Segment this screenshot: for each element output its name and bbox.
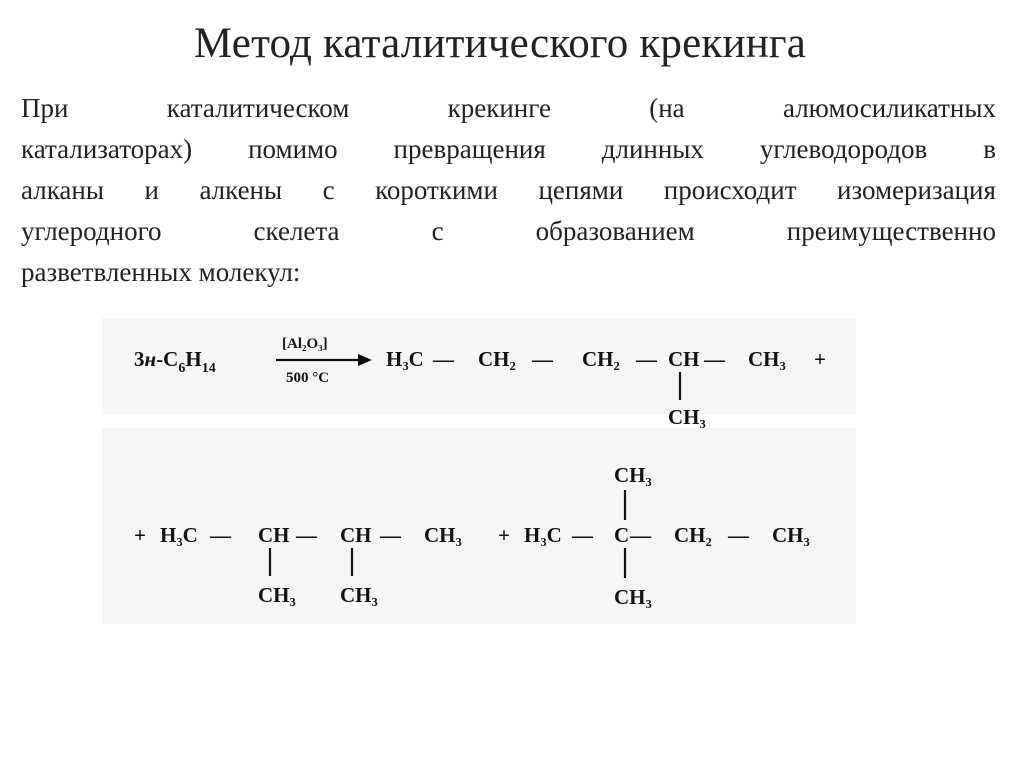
p2-branch-ch3-b: CH₃ bbox=[340, 583, 378, 607]
p1-bond-1: — bbox=[433, 347, 454, 371]
p3-bond-2: — bbox=[630, 523, 651, 547]
p3-ch3: CH₃ bbox=[772, 523, 810, 547]
p2-bond-2: — bbox=[296, 523, 317, 547]
word: преимущественно bbox=[786, 216, 996, 246]
word: углеродного bbox=[21, 216, 162, 246]
p2-bond-1: — bbox=[210, 523, 231, 547]
body-paragraph bbox=[21, 88, 996, 293]
p3-bottom-ch3: CH₃ bbox=[614, 585, 652, 609]
word: При bbox=[21, 93, 69, 123]
word: цепями bbox=[538, 175, 624, 205]
p3-ch2: CH₂ bbox=[674, 523, 712, 547]
p3-h3c: H₃C bbox=[524, 523, 562, 547]
p3-top-ch3: CH₃ bbox=[614, 463, 652, 487]
p2-ch3: CH₃ bbox=[424, 523, 462, 547]
word: короткими bbox=[375, 175, 498, 205]
plus-sign-1: + bbox=[814, 347, 826, 371]
p2-bond-3: — bbox=[380, 523, 401, 547]
word: алюмосиликатных bbox=[782, 93, 996, 123]
word: изомеризация bbox=[837, 175, 996, 205]
p1-ch3: CH₃ bbox=[748, 347, 786, 371]
p3-bond-3: — bbox=[728, 523, 749, 547]
word: разветвленных молекул: bbox=[21, 257, 301, 287]
catalyst-label: [Al₂O₃] bbox=[282, 336, 328, 352]
paragraph-line-3 bbox=[21, 170, 996, 211]
word: образованием bbox=[535, 216, 695, 246]
reactant-formula: $3н-C_6H_{14}$ bbox=[134, 347, 216, 376]
word: крекинге bbox=[447, 93, 551, 123]
p3-bond-1: — bbox=[572, 523, 593, 547]
word: с bbox=[322, 175, 335, 205]
word: (на bbox=[649, 93, 685, 123]
p1-bond-2: — bbox=[532, 347, 553, 371]
word: катализаторах) bbox=[21, 134, 193, 164]
p1-bond-4: — bbox=[704, 347, 725, 371]
word: скелета bbox=[253, 216, 340, 246]
p1-ch2-a: CH₂ bbox=[478, 347, 516, 371]
word: и bbox=[144, 175, 159, 205]
word: с bbox=[431, 216, 444, 246]
p1-ch2-b: CH₂ bbox=[582, 347, 620, 371]
paragraph-line-2 bbox=[21, 129, 996, 170]
word: происходит bbox=[663, 175, 797, 205]
p2-branch-ch3-a: CH₃ bbox=[258, 583, 296, 607]
word: длинных bbox=[601, 134, 704, 164]
plus-sign-3: + bbox=[498, 523, 510, 547]
word: превращения bbox=[393, 134, 546, 164]
paragraph-line-1 bbox=[21, 88, 996, 129]
p1-branch-ch3: CH₃ bbox=[668, 405, 706, 429]
p2-h3c: H₃C bbox=[160, 523, 198, 547]
p1-ch: CH bbox=[668, 347, 700, 371]
word: каталитическом bbox=[166, 93, 350, 123]
p1-bond-3: — bbox=[636, 347, 657, 371]
word: алканы bbox=[21, 175, 104, 205]
plus-sign-2: + bbox=[134, 523, 146, 547]
word: углеводородов bbox=[759, 134, 928, 164]
word: помимо bbox=[248, 134, 338, 164]
p2-ch-b: CH bbox=[340, 523, 372, 547]
paragraph-line-5 bbox=[21, 252, 996, 293]
paragraph-line-4 bbox=[21, 211, 996, 252]
p2-ch-a: CH bbox=[258, 523, 290, 547]
word: в bbox=[983, 134, 996, 164]
reaction-scheme bbox=[100, 316, 860, 626]
temperature-label: 500 °C bbox=[286, 370, 330, 386]
word: алкены bbox=[199, 175, 283, 205]
p3-c: C bbox=[614, 523, 630, 547]
p1-h3c: H₃C bbox=[386, 347, 424, 371]
reaction-figure bbox=[100, 316, 860, 626]
slide-title: Метод каталитического крекинга bbox=[193, 20, 807, 67]
